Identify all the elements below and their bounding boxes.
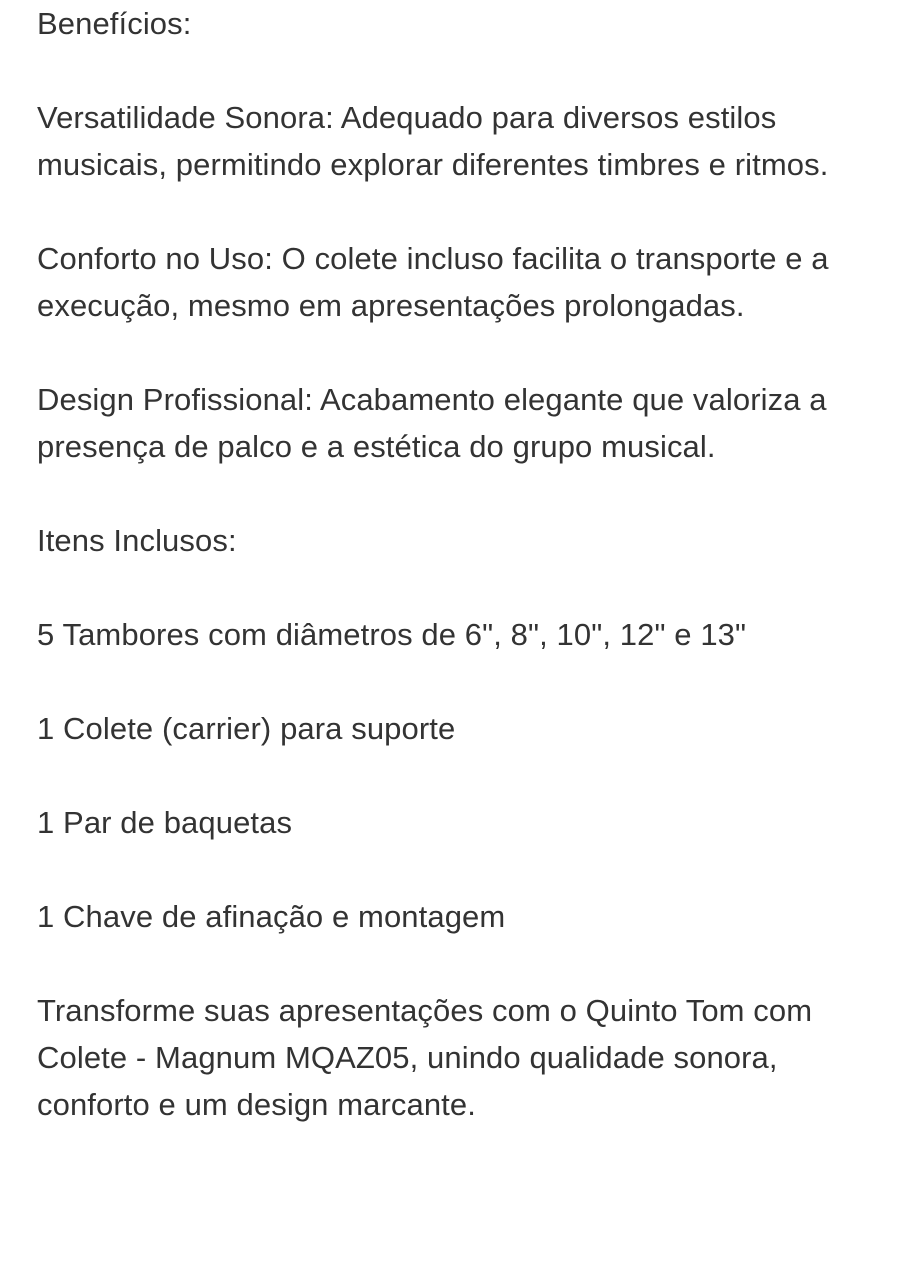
benefit-versatility: Versatilidade Sonora: Adequado para diversos estilos musicais, permitindo explorar diferentes timbres e ritmos. [37,100,829,182]
closing-paragraph: Transforme suas apresentações com o Quinto Tom com Colete - Magnum MQAZ05, unindo qualidade sonora, conforto e um design marcante. [37,993,813,1122]
spacer [37,752,877,799]
spacer [37,47,877,94]
spacer [37,188,877,235]
spacer [37,329,877,376]
spacer [37,940,877,987]
benefits-heading: Benefícios: [37,6,192,41]
spacer [37,470,877,517]
spacer [37,564,877,611]
spacer [37,658,877,705]
spacer [37,846,877,893]
included-item-key: 1 Chave de afinação e montagem [37,899,506,934]
items-heading: Itens Inclusos: [37,523,237,558]
included-item-drums: 5 Tambores com diâmetros de 6", 8", 10", 12" e 13" [37,617,747,652]
included-item-sticks: 1 Par de baquetas [37,805,293,840]
product-description [37,0,877,1128]
benefit-comfort: Conforto no Uso: O colete incluso facilita o transporte e a execução, mesmo em apresentações prolongadas. [37,241,829,323]
included-item-carrier: 1 Colete (carrier) para suporte [37,711,456,746]
benefit-design: Design Profissional: Acabamento elegante que valoriza a presença de palco e a estética do grupo musical. [37,382,827,464]
